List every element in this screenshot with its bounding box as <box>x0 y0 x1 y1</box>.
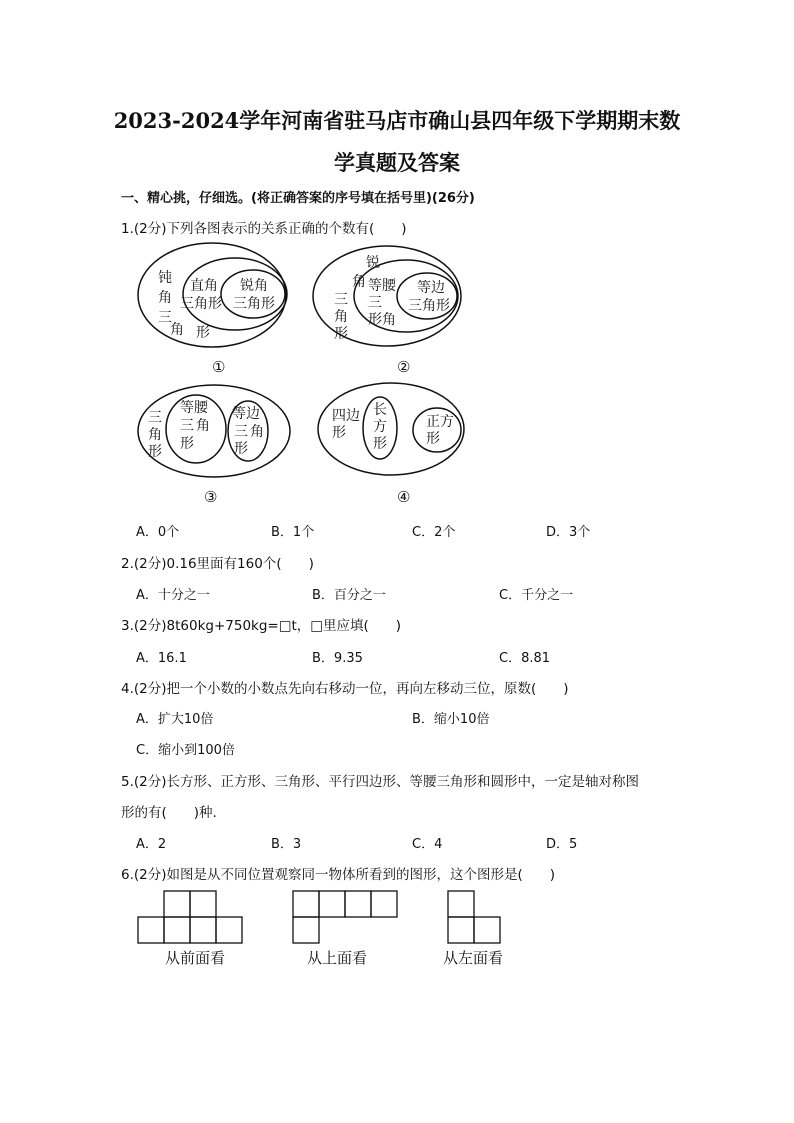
svg-text:形: 形 <box>368 312 382 328</box>
svg-text:角: 角 <box>382 312 396 328</box>
q4-option-c: C．缩小到100倍 <box>136 743 235 758</box>
svg-text:形: 形 <box>148 444 162 460</box>
venn-figure-3 <box>138 385 290 477</box>
svg-text:形: 形 <box>426 431 440 447</box>
q3-option-b: B．9.35 <box>312 651 363 666</box>
svg-text:形: 形 <box>373 436 387 452</box>
svg-text:正方: 正方 <box>426 414 454 430</box>
svg-text:锐角: 锐角 <box>240 278 268 294</box>
q2-option-a: A．十分之一 <box>136 588 210 603</box>
left-view-label: 从左面看 <box>443 949 504 967</box>
q5-option-b: B．3 <box>271 837 302 852</box>
svg-text:形: 形 <box>196 325 210 341</box>
venn-figure-4 <box>318 383 464 475</box>
left-view-grid <box>448 891 500 943</box>
question-3-stem: 3.(2分)8t60kg+750kg=□t，□里应填( ) <box>121 618 402 634</box>
svg-text:等腰: 等腰 <box>368 278 396 294</box>
svg-text:等腰: 等腰 <box>180 400 208 416</box>
q4-option-a: A．扩大10倍 <box>136 712 214 727</box>
document-title-line1: 2023-2024学年河南省驻马店市确山县四年级下学期期末数 <box>113 108 681 133</box>
q1-option-d: D．3个 <box>546 525 591 540</box>
q5-option-d: D．5 <box>546 837 578 852</box>
svg-text:角: 角 <box>196 418 210 434</box>
top-view-grid <box>293 891 397 943</box>
top-view-label: 从上面看 <box>307 949 368 967</box>
document-title-line2: 学真题及答案 <box>334 150 460 175</box>
svg-text:三: 三 <box>368 295 382 311</box>
question-1-stem: 1.(2分)下列各图表示的关系正确的个数有( ) <box>121 221 407 237</box>
q1-option-c: C．2个 <box>412 525 456 540</box>
svg-text:三: 三 <box>180 418 194 434</box>
svg-text:角: 角 <box>334 309 348 325</box>
svg-text:三: 三 <box>334 292 348 308</box>
venn-figure-4-label: ④ <box>397 488 411 506</box>
svg-text:形: 形 <box>234 441 248 457</box>
svg-text:四边: 四边 <box>332 408 360 424</box>
svg-text:锐: 锐 <box>366 255 380 271</box>
venn-figure-2-label: ② <box>397 358 411 376</box>
q3-option-a: A．16.1 <box>136 651 187 666</box>
venn-figure-2 <box>313 246 461 346</box>
venn-figure-3-label: ③ <box>204 488 218 506</box>
svg-text:形: 形 <box>332 425 346 441</box>
svg-text:三角形: 三角形 <box>408 298 450 314</box>
front-view-grid <box>138 891 242 943</box>
svg-text:形: 形 <box>334 326 348 342</box>
venn-figure-1-label: ① <box>212 358 226 376</box>
question-6-view-diagrams <box>130 885 530 975</box>
svg-text:等边: 等边 <box>232 406 260 422</box>
q3-option-c: C．8.81 <box>499 651 551 666</box>
svg-text:三角形: 三角形 <box>233 296 275 312</box>
question-4-stem: 4.(2分)把一个小数的小数点先向右移动一位，再向左移动三位，原数( ) <box>121 681 569 697</box>
question-5-stem-line2: 形的有( )种. <box>121 805 217 821</box>
q2-option-c: C．千分之一 <box>499 588 574 603</box>
q5-option-a: A．2 <box>136 837 167 852</box>
svg-text:长: 长 <box>373 402 387 418</box>
question-2-stem: 2.(2分)0.16里面有160个( ) <box>121 556 314 572</box>
svg-text:三角形: 三角形 <box>180 296 222 312</box>
svg-text:三: 三 <box>158 310 172 326</box>
svg-text:形: 形 <box>180 436 194 452</box>
svg-text:方: 方 <box>373 419 387 435</box>
svg-text:等边: 等边 <box>417 280 445 296</box>
question-5-stem-line1: 5.(2分)长方形、正方形、三角形、平行四边形、等腰三角形和圆形中，一定是轴对称图 <box>121 774 640 790</box>
svg-text:角: 角 <box>250 424 264 440</box>
venn-figure-1 <box>138 243 287 347</box>
svg-text:角: 角 <box>170 322 184 338</box>
svg-text:钝: 钝 <box>158 270 172 286</box>
svg-text:直角: 直角 <box>190 278 218 294</box>
svg-text:角: 角 <box>148 427 162 443</box>
question-1-venn-diagrams <box>120 240 540 520</box>
q1-option-a: A．0个 <box>136 525 180 540</box>
q2-option-b: B．百分之一 <box>312 588 386 603</box>
svg-text:三: 三 <box>234 424 248 440</box>
q5-option-c: C．4 <box>412 837 443 852</box>
svg-text:三: 三 <box>148 410 162 426</box>
section-heading: 一、精心挑，仔细选。(将正确答案的序号填在括号里)(26分) <box>121 191 475 206</box>
svg-text:角: 角 <box>158 290 172 306</box>
q4-option-b: B．缩小10倍 <box>412 712 490 727</box>
front-view-label: 从前面看 <box>165 949 226 967</box>
question-6-stem: 6.(2分)如图是从不同位置观察同一物体所看到的图形，这个图形是( ) <box>121 867 556 883</box>
q1-option-b: B．1个 <box>271 525 315 540</box>
svg-text:角: 角 <box>352 274 366 290</box>
